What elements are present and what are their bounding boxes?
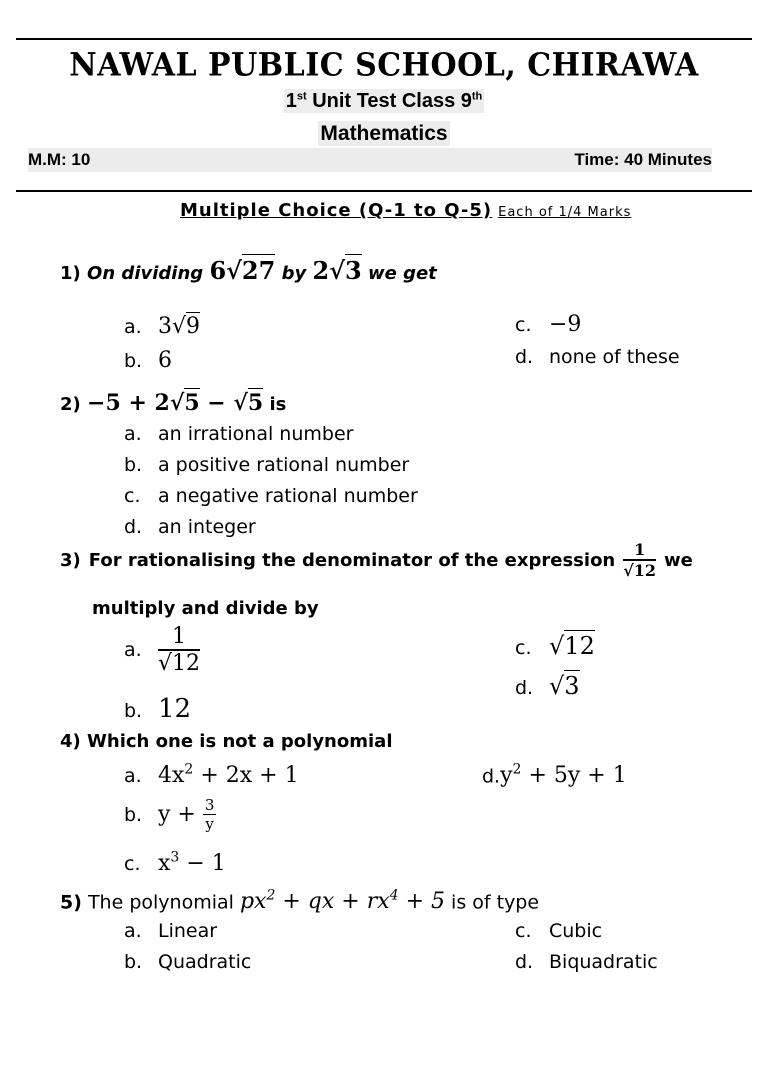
- q5-option-d[interactable]: d. Biquadratic: [515, 951, 658, 973]
- q1-option-b[interactable]: b. 6: [124, 348, 172, 373]
- q3-option-a[interactable]: a. $\frac{1}{√12}$: [124, 624, 201, 676]
- question-3: 3) For rationalising the denominator of the expression $\frac{1}{√12}$ we: [60, 540, 693, 580]
- test-title: 1st Unit Test Class 9th: [285, 90, 483, 112]
- q2-option-a[interactable]: a. an irrational number: [124, 423, 354, 445]
- question-4: 4) Which one is not a polynomial: [60, 731, 393, 752]
- q3-option-b[interactable]: b. 12: [124, 694, 192, 724]
- q1-option-c[interactable]: c. −9: [515, 312, 582, 337]
- q2-option-d[interactable]: d. an integer: [124, 516, 256, 538]
- question-1: 1) On dividing 6√27 by 2√3 we get: [60, 256, 437, 285]
- q3-fraction: $\frac{1}{√12}$: [623, 540, 657, 580]
- q5-option-b[interactable]: b. Quadratic: [124, 951, 252, 973]
- question-5: 5) The polynomial $px^2$ + qx + $rx^4 + 5$ is of type: [60, 888, 540, 915]
- top-rule: [16, 38, 752, 40]
- q1-option-d[interactable]: d. none of these: [515, 346, 680, 368]
- q3-option-d[interactable]: d. √3: [515, 672, 580, 700]
- q2-option-b[interactable]: b. a positive rational number: [124, 454, 410, 476]
- q5-option-c[interactable]: c. Cubic: [515, 920, 603, 942]
- q4-option-c[interactable]: c. $x^3 - 1$: [124, 850, 226, 877]
- q4-option-a[interactable]: a. $4x^2 + 2x + 1$: [124, 762, 299, 789]
- header-bottom-rule: [16, 190, 752, 192]
- subject-title: Mathematics: [320, 122, 448, 145]
- q5-option-a[interactable]: a. Linear: [124, 920, 218, 942]
- q3-option-c[interactable]: c. √12: [515, 632, 595, 660]
- question-2: 2) −5 + 2√5 − √5 is: [60, 390, 287, 416]
- section-heading: Multiple Choice (Q-1 to Q-5) Each of 1/4 Marks: [180, 200, 632, 221]
- q2-option-c[interactable]: c. a negative rational number: [124, 485, 418, 507]
- q1-option-a[interactable]: a. 3√9: [124, 314, 201, 339]
- school-name: NAWAL PUBLIC SCHOOL, CHIRAWA: [69, 47, 699, 84]
- max-marks: M.M: 10: [28, 150, 91, 169]
- time-allowed: Time: 40 Minutes: [574, 150, 712, 169]
- q4-option-b[interactable]: b. y + $\frac{3}{y}$: [124, 796, 215, 833]
- question-3-line-2: multiply and divide by: [92, 598, 319, 619]
- meta-row: [28, 148, 712, 172]
- q4-option-d[interactable]: $d.y^2 + 5y + 1$: [482, 762, 627, 789]
